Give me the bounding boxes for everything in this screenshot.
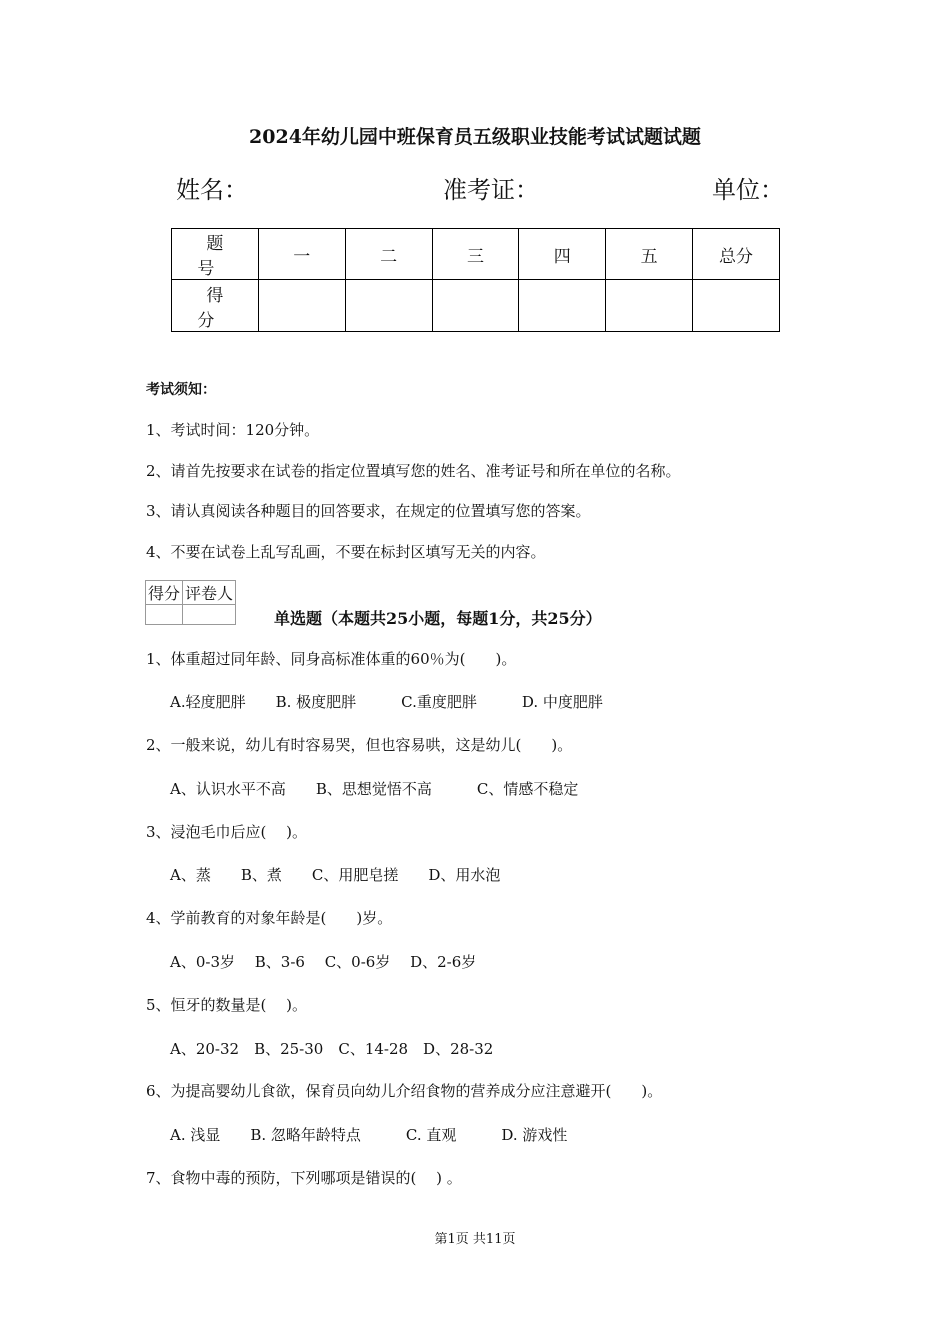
grader-score-cell <box>146 605 183 625</box>
score-row-label: 得 分 <box>172 280 259 332</box>
column-1: 一 <box>258 229 345 280</box>
score-cell <box>258 280 345 332</box>
question-options: A、20-32 B、25-30 C、14-28 D、28-32 <box>170 1040 494 1058</box>
score-table-score-row <box>172 280 780 332</box>
notice-title: 考试须知： <box>146 382 216 398</box>
question-text: 4、学前教育的对象年龄是( )岁。 <box>146 909 393 927</box>
notice-item: 1、考试时间：120分钟。 <box>146 421 320 439</box>
score-cell <box>432 280 519 332</box>
question-options: A、蒸 B、煮 C、用肥皂搓 D、用水泡 <box>170 866 501 884</box>
score-cell <box>606 280 693 332</box>
column-2: 二 <box>345 229 432 280</box>
score-table-header-row <box>172 229 780 280</box>
column-total: 总分 <box>693 229 780 280</box>
column-4: 四 <box>519 229 606 280</box>
score-table <box>171 228 780 332</box>
grader-box-blank-row <box>146 605 236 625</box>
question-options: A. 浅显 B. 忽略年龄特点 C. 直观 D. 游戏性 <box>170 1126 568 1144</box>
notice-item: 2、请首先按要求在试卷的指定位置填写您的姓名、准考证号和所在单位的名称。 <box>146 462 681 480</box>
ticket-field-label: 准考证： <box>443 176 539 204</box>
question-text: 3、浸泡毛巾后应( )。 <box>146 823 308 841</box>
grader-name-label: 评卷人 <box>183 581 236 605</box>
question-text: 5、恒牙的数量是( )。 <box>146 996 308 1014</box>
page-footer: 第1页 共11页 <box>434 1232 516 1247</box>
notice-item: 3、请认真阅读各种题目的回答要求，在规定的位置填写您的答案。 <box>146 502 591 520</box>
question-options: A.轻度肥胖 B. 极度肥胖 C.重度肥胖 D. 中度肥胖 <box>170 693 603 711</box>
question-options: A、0-3岁 B、3-6 C、0-6岁 D、2-6岁 <box>170 953 477 971</box>
question-text: 6、为提高婴幼儿食欲，保育员向幼儿介绍食物的营养成分应注意避开( )。 <box>146 1082 663 1100</box>
question-text: 2、一般来说，幼儿有时容易哭，但也容易哄，这是幼儿( )。 <box>146 736 573 754</box>
section-title: 单选题（本题共25小题，每题1分，共25分） <box>274 609 602 628</box>
column-5: 五 <box>606 229 693 280</box>
question-number-label: 题 号 <box>172 229 259 280</box>
name-field-label: 姓名： <box>176 176 248 204</box>
question-text: 7、食物中毒的预防，下列哪项是错误的( ) 。 <box>146 1169 462 1187</box>
grader-score-label: 得分 <box>146 581 183 605</box>
question-text: 1、体重超过同年龄、同身高标准体重的60％为( )。 <box>146 650 517 668</box>
column-3: 三 <box>432 229 519 280</box>
document-title: 2024年幼儿园中班保育员五级职业技能考试试题试题 <box>249 126 701 148</box>
question-options: A、认识水平不高 B、思想觉悟不高 C、情感不稳定 <box>170 780 579 798</box>
score-cell <box>345 280 432 332</box>
score-cell <box>519 280 606 332</box>
grader-box-header <box>146 581 236 605</box>
score-cell <box>693 280 780 332</box>
grader-name-cell <box>183 605 236 625</box>
grader-box <box>145 580 236 625</box>
notice-item: 4、不要在试卷上乱写乱画，不要在标封区填写无关的内容。 <box>146 543 546 561</box>
unit-field-label: 单位： <box>712 176 784 204</box>
